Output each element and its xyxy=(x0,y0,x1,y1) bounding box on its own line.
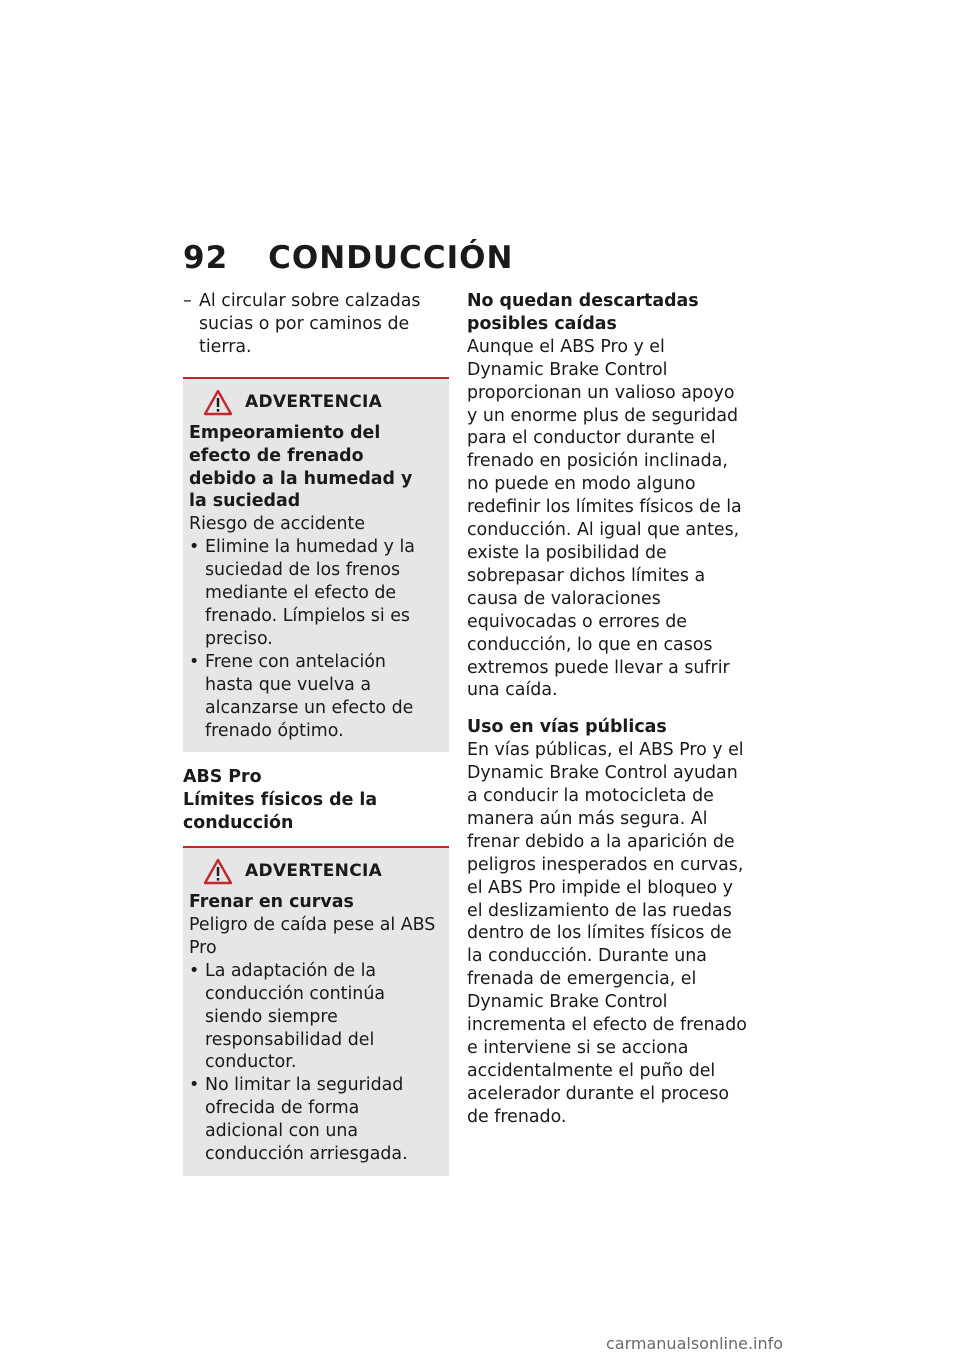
bullet-marker: • xyxy=(189,1075,200,1096)
warning-box-curves xyxy=(183,846,449,1176)
warning-bullets xyxy=(189,536,436,742)
warning-bullets xyxy=(189,960,436,1166)
warning-title: Frenar en curvas xyxy=(189,892,354,913)
dash-marker: – xyxy=(183,291,192,311)
bullet-marker: • xyxy=(189,651,200,672)
list-item: • Elimine la humedad y la suciedad de los frenos mediante el efecto de frenado. Límpielos si es preciso. xyxy=(189,537,415,649)
left-column xyxy=(183,290,449,1176)
intro-text: Al circular sobre calzadas sucias o por caminos de tierra. xyxy=(199,291,421,357)
section-title: CONDUCCIÓN xyxy=(268,240,514,276)
warning-risk: Riesgo de accidente xyxy=(189,514,366,535)
warning-title: Empeoramiento del efecto de frenado debido a la humedad y la suciedad xyxy=(189,422,413,512)
warning-triangle-icon xyxy=(203,858,233,885)
list-item: • No limitar la seguridad ofrecida de forma adicional con una conducción arriesgada. xyxy=(189,1075,408,1165)
right-column xyxy=(467,290,747,1129)
warning-header xyxy=(189,858,436,885)
warning-header xyxy=(189,389,436,416)
subsection-heading: Límites físicos de la conducción xyxy=(183,790,378,834)
heading-vias-publicas: Uso en vías públicas xyxy=(467,717,667,738)
bullet-marker: • xyxy=(189,960,200,981)
heading-no-descartadas: No quedan descartadas posibles caídas xyxy=(467,291,699,334)
paragraph-vias-publicas: En vías públicas, el ABS Pro y el Dynamic Brake Control ayudan a conducir la motocicleta de manera aún más segura. Al frenar debido a la aparición de peligros inesperados en curvas, el ABS Pro impide el bloqueo y el deslizamiento de las ruedas dentro de los límites físicos de la conducción. Durante una frenada de emergencia, el Dynamic Brake Control incrementa el efecto de frenado e interviene si se acciona accidentalmente el puño del acelerador durante el proceso de frenado. xyxy=(467,740,747,1127)
page-number: 92 xyxy=(183,240,229,276)
warning-risk: Peligro de caída pese al ABS Pro xyxy=(189,915,436,958)
list-item: • La adaptación de la conducción continúa siendo siempre responsabilidad del conductor. xyxy=(189,960,386,1073)
intro-list-item xyxy=(183,290,449,359)
warning-box-humidity xyxy=(183,377,449,753)
page-header xyxy=(183,240,513,276)
warning-triangle-icon xyxy=(203,389,233,416)
warning-label: ADVERTENCIA xyxy=(245,861,383,882)
paragraph-limites: Aunque el ABS Pro y el Dynamic Brake Control proporcionan un valioso apoyo y un enorme plus de seguridad para el conductor durante el frenado en posición inclinada, no puede en modo alguno redefinir los límites físicos de la conducción. Al igual que antes, existe la posibilidad de sobrepasar dichos límites a causa de valoraciones equivocadas o errores de conducción, lo que en casos extremos puede llevar a sufrir una caída. xyxy=(467,336,742,701)
warning-label: ADVERTENCIA xyxy=(245,391,383,412)
watermark: carmanualsonline.info xyxy=(606,1334,784,1353)
bullet-marker: • xyxy=(189,537,200,558)
section-heading: ABS Pro xyxy=(183,767,262,788)
list-item: • Frene con antelación hasta que vuelva a alcanzarse un efecto de frenado óptimo. xyxy=(189,651,414,741)
